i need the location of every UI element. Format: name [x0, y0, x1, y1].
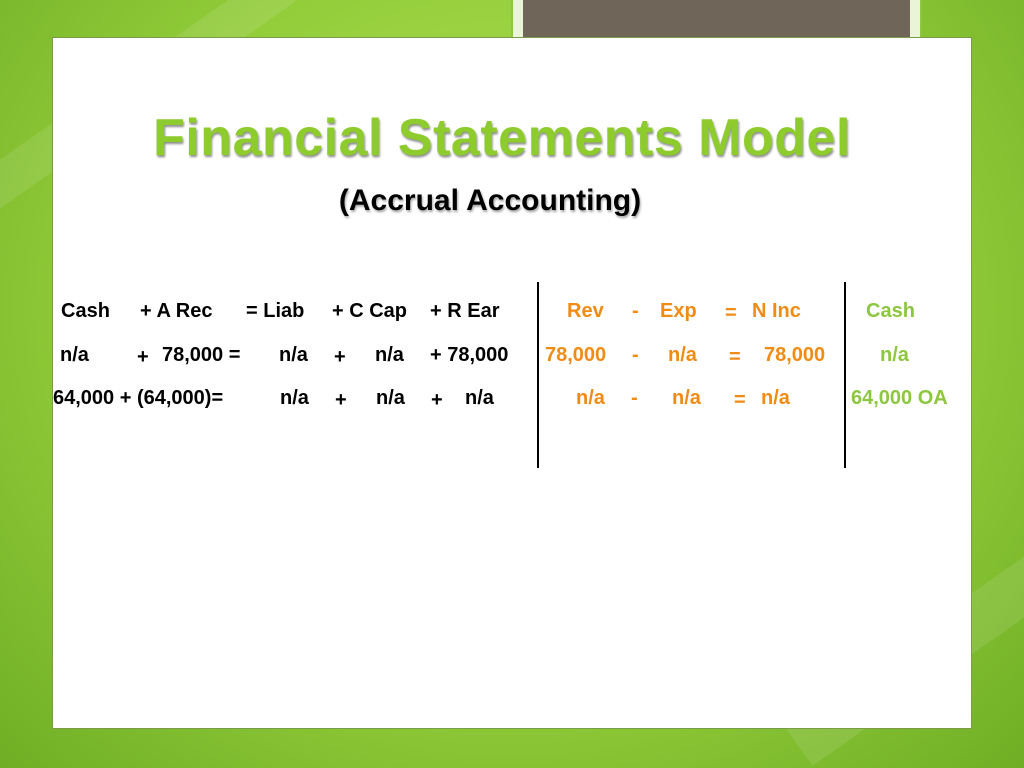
is-row1-eq: =	[729, 346, 741, 368]
header-expenses: Exp	[660, 300, 697, 322]
bs-row2-plus: +	[335, 389, 347, 411]
cf-row2: 64,000 OA	[851, 387, 948, 409]
is-row2-rev: n/a	[576, 387, 605, 409]
is-row1-exp: n/a	[668, 344, 697, 366]
bs-row2-cash-arec: 64,000 + (64,000)=	[53, 387, 224, 409]
is-row2-exp: n/a	[672, 387, 701, 409]
is-row1-minus: -	[632, 344, 639, 366]
bs-row1-liab: n/a	[279, 344, 308, 366]
bs-row2-liab: n/a	[280, 387, 309, 409]
bs-row1-plus: +	[137, 346, 149, 368]
header-retained-earnings: + R Ear	[430, 300, 500, 322]
is-row2-eq: =	[734, 389, 746, 411]
column-divider-left	[537, 282, 539, 468]
header-accounts-receivable: + A Rec	[140, 300, 213, 322]
slide-title: Financial Statements Model	[153, 109, 851, 167]
header-revenue: Rev	[567, 300, 604, 322]
bs-row2-ccap: n/a	[376, 387, 405, 409]
is-row1-rev: 78,000	[545, 344, 607, 366]
bs-row1-ccap: n/a	[375, 344, 404, 366]
column-divider-right	[844, 282, 846, 468]
is-row2-ninc: n/a	[761, 387, 790, 409]
header-equals: =	[725, 302, 737, 324]
header-cash: Cash	[61, 300, 110, 322]
bs-row1-rear: + 78,000	[430, 344, 509, 366]
bs-row2-rear: n/a	[465, 387, 494, 409]
header-net-income: N Inc	[752, 300, 801, 322]
bs-row1-cash: n/a	[60, 344, 89, 366]
header-liabilities: = Liab	[246, 300, 305, 322]
header-common-capital: + C Cap	[332, 300, 408, 322]
bs-row1-arec: 78,000 =	[162, 344, 241, 366]
header-cash-flow: Cash	[866, 300, 915, 322]
bs-row1-plus2: +	[334, 346, 346, 368]
header-minus: -	[632, 300, 639, 322]
bs-row2-plus2: +	[431, 389, 443, 411]
is-row1-ninc: 78,000	[764, 344, 826, 366]
slide-subtitle: (Accrual Accounting)	[338, 184, 642, 217]
is-row2-minus: -	[631, 387, 638, 409]
cf-row1: n/a	[880, 344, 909, 366]
